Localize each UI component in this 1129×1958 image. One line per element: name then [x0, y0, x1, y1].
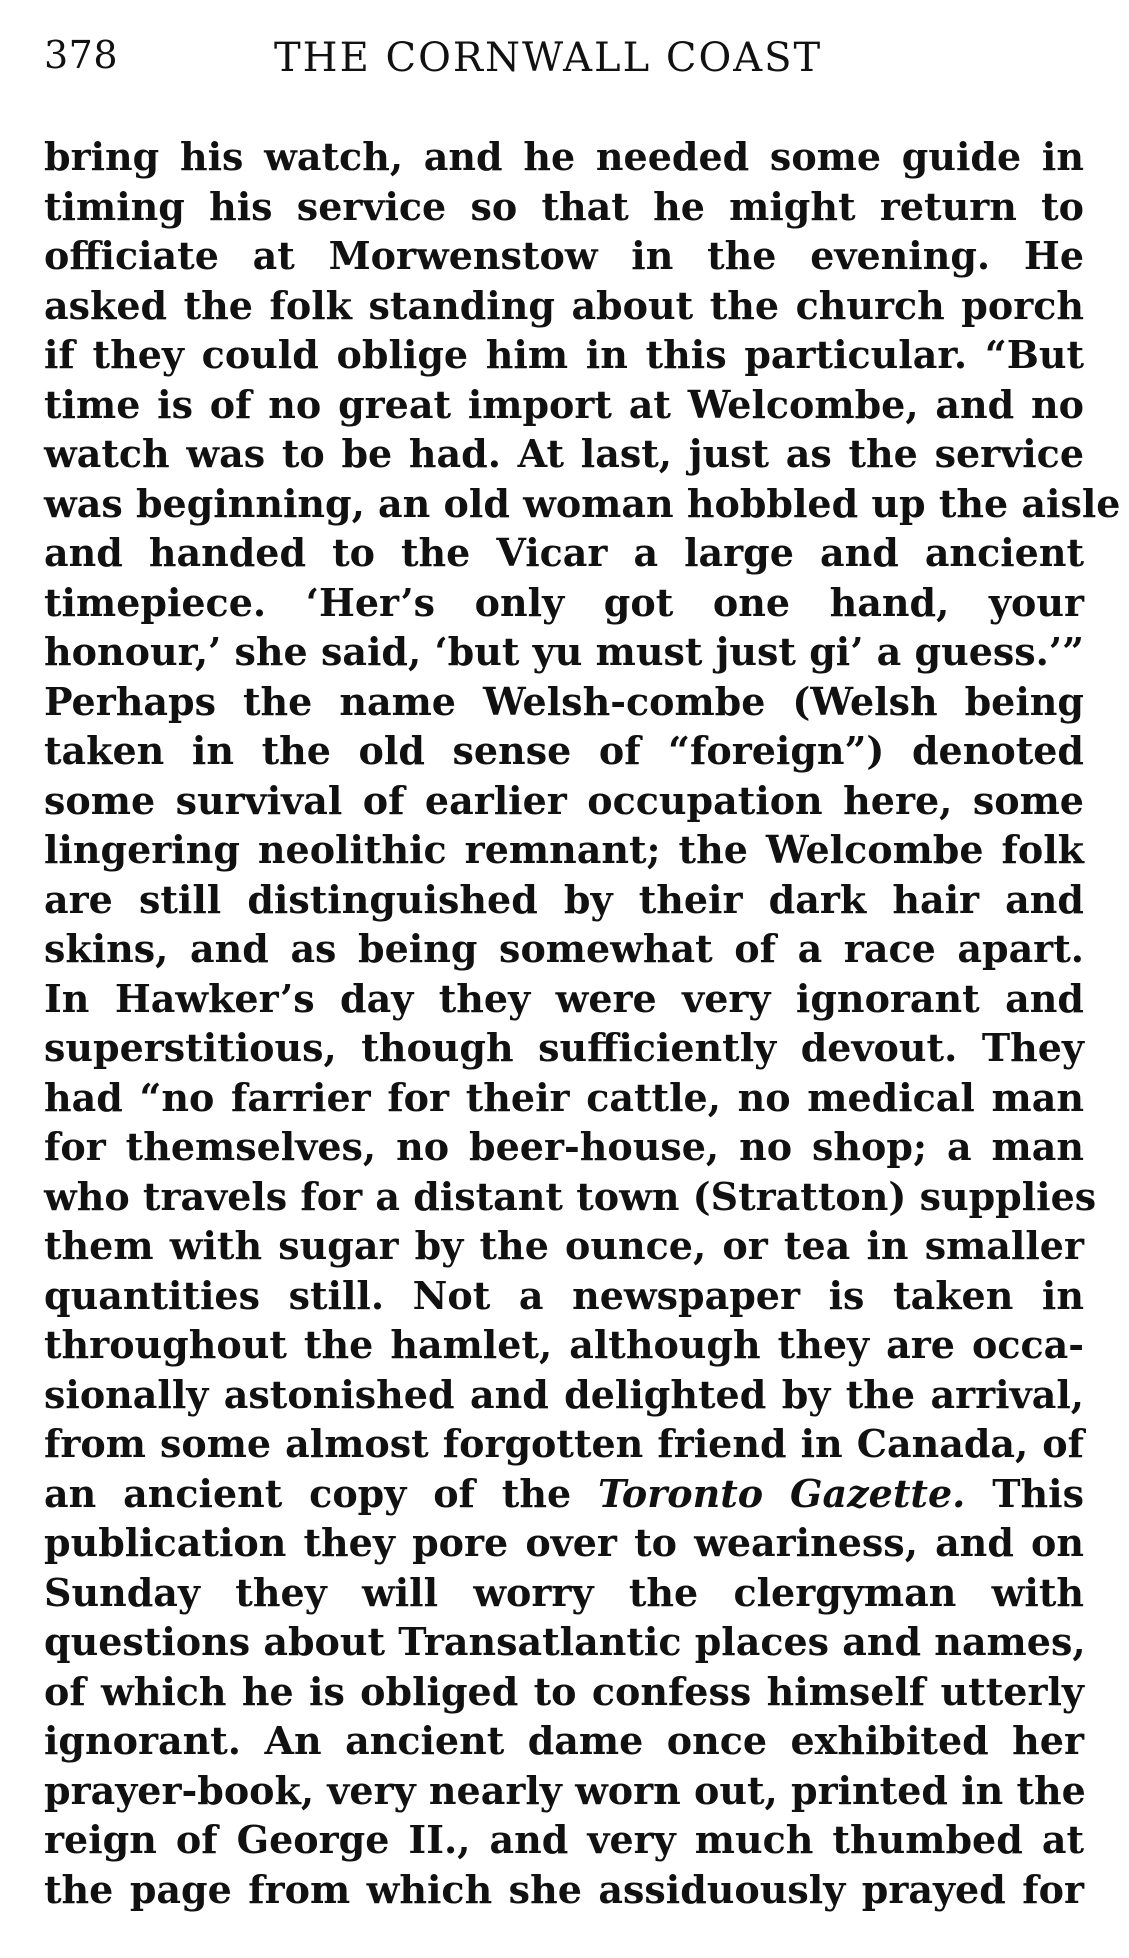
text-line: timepiece. ‘Her’s only got one hand, your — [44, 579, 1084, 625]
text-line: the page from which she assiduously prayed for — [44, 1866, 1084, 1912]
text-line: taken in the old sense of “foreign”) denoted — [44, 728, 1084, 773]
text-line: time is of no great import at Welcombe, and no — [44, 381, 1084, 427]
text-line: sionally astonished and delighted by the arrival, — [44, 1371, 1084, 1417]
text-line: if they could oblige him in this particular. “But — [44, 332, 1084, 377]
text-line: throughout the hamlet, although they are occa- — [44, 1322, 1084, 1367]
text-line: was beginning, an old woman hobbled up the aisle — [44, 480, 1121, 526]
gazette-title-italic: Toronto Gazette. — [598, 1470, 966, 1516]
page-number: 378 — [44, 33, 119, 77]
text-line: prayer-book, very nearly worn out, printed in the — [44, 1767, 1086, 1813]
text-line: had “no farrier for their cattle, no medical man — [44, 1074, 1084, 1120]
text-line: questions about Transatlantic places and names, — [44, 1619, 1086, 1664]
text-line: officiate at Morwenstow in the evening. He — [44, 233, 1084, 278]
text-line: who travels for a distant town (Stratton) supplies — [44, 1173, 1097, 1219]
text-line: are still distinguished by their dark hair and — [44, 876, 1084, 922]
text-line: Perhaps the name Welsh-combe (Welsh being — [44, 678, 1084, 724]
text-line: quantities still. Not a newspaper is taken in — [44, 1272, 1084, 1318]
text-line: Sunday they will worry the clergyman with — [44, 1569, 1084, 1615]
gazette-line-before: an ancient copy of the — [44, 1470, 598, 1516]
text-line: for themselves, no beer-house, no shop; a man — [44, 1124, 1084, 1169]
text-line: skins, and as being somewhat of a race apart. — [44, 926, 1084, 971]
text-line: timing his service so that he might return to — [44, 183, 1084, 229]
text-line: asked the folk standing about the church porch — [44, 282, 1084, 328]
text-line: them with sugar by the ounce, or tea in smaller — [44, 1223, 1084, 1268]
running-title: THE CORNWALL COAST — [274, 35, 823, 81]
text-line: lingering neolithic remnant; the Welcombe folk — [44, 827, 1084, 872]
text-line: and handed to the Vicar a large and ancient — [44, 530, 1084, 575]
text-line: some survival of earlier occupation here, some — [44, 777, 1084, 823]
body-paragraph — [44, 132, 1121, 1914]
text-line: from some almost forgotten friend in Canada, of — [44, 1421, 1084, 1466]
text-line: reign of George II., and very much thumbed at — [44, 1817, 1084, 1862]
gazette-line-after: This — [965, 1470, 1084, 1516]
text-line-gazette — [44, 1469, 1084, 1519]
page-header — [44, 34, 1084, 84]
text-line: superstitious, though sufficiently devout. They — [44, 1025, 1084, 1070]
text-line: of which he is obliged to confess himself utterly — [44, 1668, 1084, 1714]
text-line: ignorant. An ancient dame once exhibited her — [44, 1718, 1084, 1763]
text-line: bring his watch, and he needed some guide in — [44, 134, 1084, 179]
text-line: In Hawker’s day they were very ignorant and — [44, 975, 1084, 1021]
text-line: watch was to be had. At last, just as the service — [44, 431, 1084, 476]
text-line: honour,’ she said, ‘but yu must just gi’ a guess.’” — [44, 629, 1084, 674]
text-line: publication they pore over to weariness, and on — [44, 1520, 1084, 1565]
